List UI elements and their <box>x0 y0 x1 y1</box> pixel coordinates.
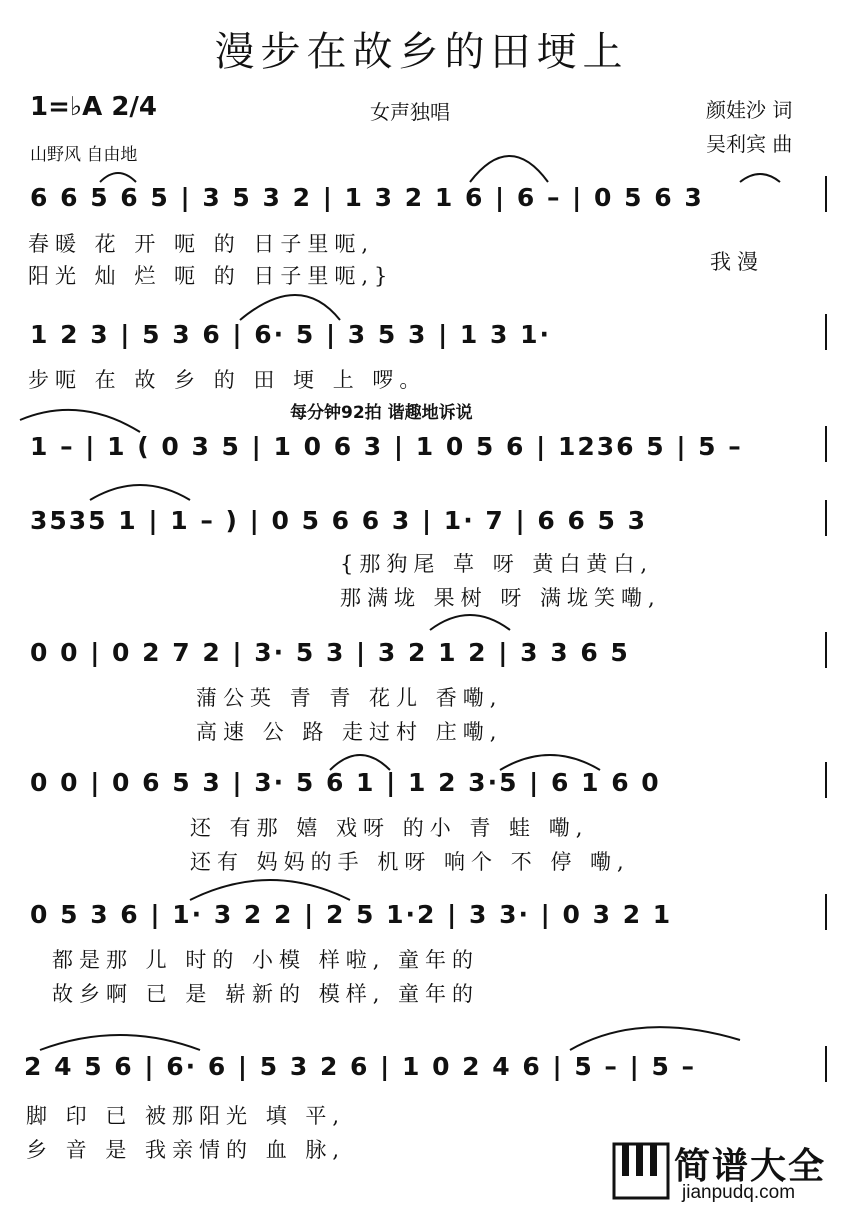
notation-line-2: 1 2 3 | 5 3 6 | 6· 5 | 3 5 3 | 1 3 1· <box>30 320 552 349</box>
notation-line-5: 0 0 | 0 2 7 2 | 3· 5 3 | 3 2 1 2 | 3 3 6 5 <box>30 638 630 667</box>
notation-line-7: 0 5 3 6 | 1· 3 2 2 | 2 5 1·2 | 3 3· | 0 3 2 1 <box>30 900 673 929</box>
performance-type: 女声独唱 <box>370 100 450 124</box>
lyric-extra-1: 我漫 <box>710 250 764 274</box>
slur-mark <box>240 295 340 320</box>
notation-line-4: 3535 1 | 1 – ) | 0 5 6 6 3 | 1· 7 | 6 6 5 3 <box>30 506 648 535</box>
lyric-line-5a: 蒲公英 青 青 花儿 香嘞, <box>196 686 503 710</box>
watermark-logo <box>612 1138 842 1208</box>
lyric-line-2: 步呃 在 故 乡 的 田 埂 上 啰。 <box>28 368 427 392</box>
lyric-line-4b: 那满垅 果树 呀 满垅笑嘞, <box>340 586 661 610</box>
notation-line-1: 6 6 5 6 5 | 3 5 3 2 | 1 3 2 1 6 | 6 – | 0 5 6 3 <box>30 183 704 212</box>
lyric-line-7a: 都是那 儿 时的 小模 样啦, 童年的 <box>52 948 480 972</box>
lyric-line-1a: 春暖 花 开 呃 的 日子里呃, <box>28 232 375 256</box>
lyric-line-8b: 乡 音 是 我亲情的 血 脉, <box>26 1138 346 1162</box>
lyric-line-6b: 还有 妈妈的手 机呀 响个 不 停 嘞, <box>190 850 630 874</box>
composer: 吴利宾 曲 <box>706 132 793 156</box>
piano-keys-icon <box>612 1142 672 1202</box>
slur-mark <box>430 615 510 630</box>
lyricist: 颜娃沙 词 <box>706 98 793 122</box>
notation-line-3: 1 – | 1 ( 0 3 5 | 1 0 6 3 | 1 0 5 6 | 1236 5 | 5 – <box>30 432 743 461</box>
slur-mark <box>100 173 136 182</box>
lyric-line-8a: 脚 印 已 被那阳光 填 平, <box>26 1104 346 1128</box>
watermark-url: jianpudq.com <box>682 1182 796 1203</box>
slur-mark <box>20 410 140 432</box>
lyric-line-6a: 还 有那 嬉 戏呀 的小 青 蛙 嘞, <box>190 816 589 840</box>
slur-mark <box>190 880 350 900</box>
lyric-line-7b: 故乡啊 已 是 崭新的 模样, 童年的 <box>52 982 480 1006</box>
song-title: 漫步在故乡的田埂上 <box>214 29 629 75</box>
lyric-line-5b: 高速 公 路 走过村 庄嘞, <box>196 720 503 744</box>
lyric-line-4a: {那狗尾 草 呀 黄白黄白, <box>340 552 654 576</box>
slur-mark <box>40 1035 200 1050</box>
notation-line-6: 0 0 | 0 6 5 3 | 3· 5 6 1 | 1 2 3·5 | 6 1 6 0 <box>30 768 661 797</box>
slur-mark <box>500 755 600 770</box>
lyric-line-1b: 阳光 灿 烂 呃 的 日子里呃,} <box>28 264 394 288</box>
tempo-marking: 每分钟92拍 谐趣地诉说 <box>290 403 473 423</box>
watermark-brand: 简谱大全 <box>674 1146 827 1187</box>
slur-mark <box>90 485 190 500</box>
notation-line-8: 2 4 5 6 | 6· 6 | 5 3 2 6 | 1 0 2 4 6 | 5 – | 5 – <box>24 1052 697 1081</box>
style-marking: 山野风 自由地 <box>30 145 138 165</box>
key-signature: 1=♭A 2/4 <box>30 92 157 122</box>
slur-mark <box>740 174 780 182</box>
slur-mark <box>470 156 548 182</box>
slur-mark <box>570 1027 740 1050</box>
slur-mark <box>330 755 390 770</box>
